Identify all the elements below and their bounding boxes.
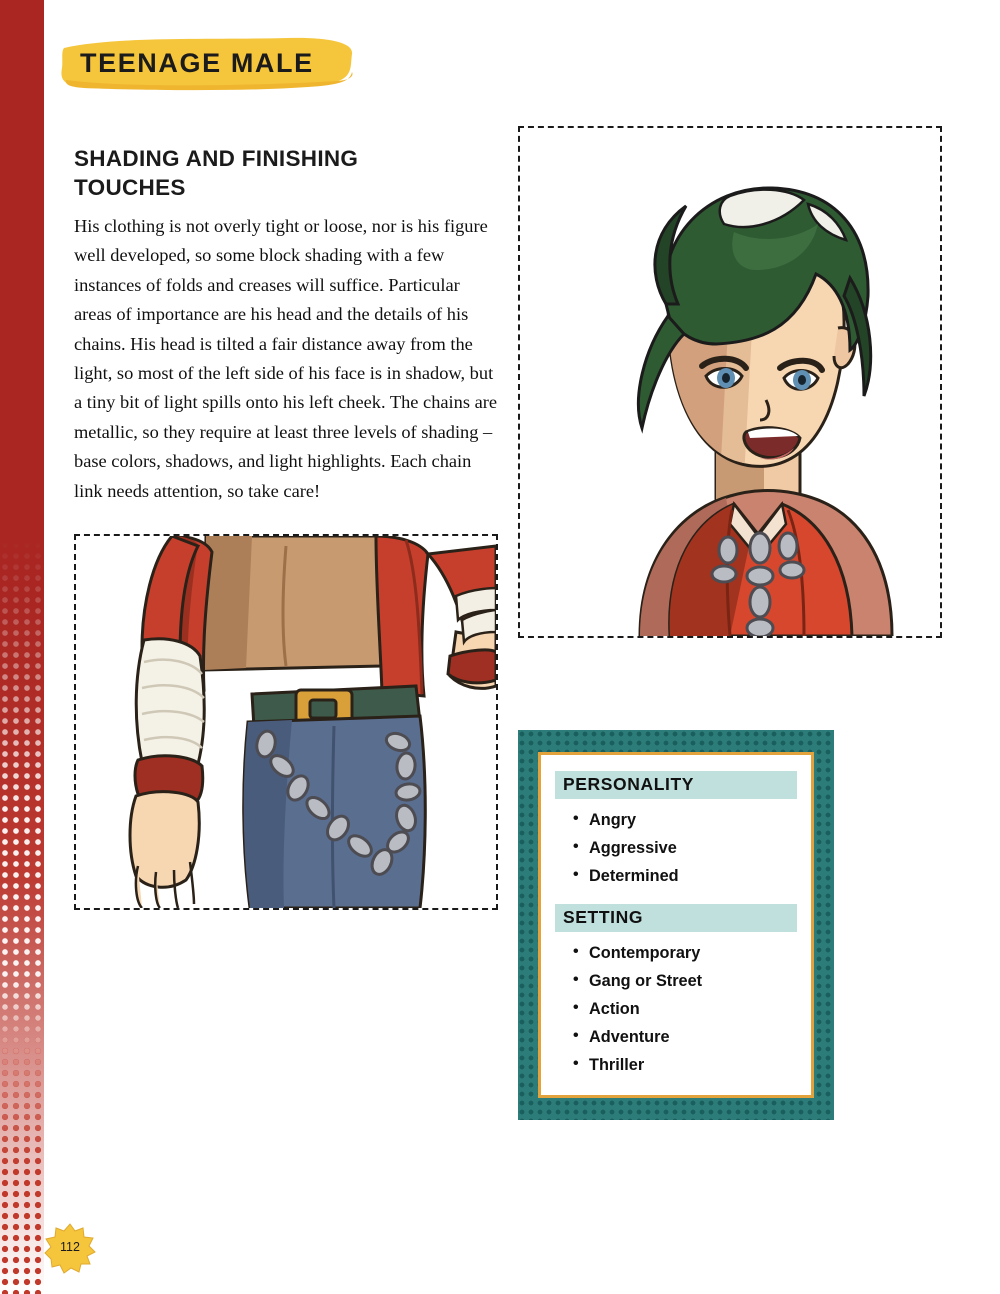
header-banner: [58, 34, 358, 92]
personality-group-title: PERSONALITY: [555, 771, 797, 799]
band-dot-pattern-red: [0, 980, 44, 1294]
body-paragraph: His clothing is not overly tight or loose, nor is his figure well developed, so some block shading with a few instances of folds and creases will suffice. Particular areas of importance are his head and the details of his chains. His head is tilted a fair distance away from the light, so most of the left side of his face is in shadow, but a tiny bit of light spills onto his left cheek. The chains are metallic, so they require at least three levels of shading – base colors, shadows, and light highlights. Each chain link needs attention, so take care!: [74, 216, 498, 501]
teenage-male-torso-illustration: [76, 536, 496, 908]
setting-list: [555, 939, 797, 1079]
list-item: • Angry: [573, 806, 797, 834]
setting-group-title: SETTING: [555, 904, 797, 932]
list-item: • Gang or Street: [573, 967, 797, 995]
list-item: • Aggressive: [573, 834, 797, 862]
torso-illustration-frame: [74, 534, 498, 910]
teenage-male-head-illustration: [520, 128, 940, 636]
personality-list: [555, 806, 797, 890]
list-item: • Adventure: [573, 1023, 797, 1051]
left-decorative-band: [0, 0, 44, 1294]
page-number-badge: [44, 1222, 96, 1274]
page-title: TEENAGE MALE: [80, 48, 314, 78]
page-number: 112: [60, 1240, 80, 1254]
list-item: • Contemporary: [573, 939, 797, 967]
list-item: • Determined: [573, 862, 797, 890]
character-traits-card: [518, 730, 834, 1120]
portrait-illustration-frame: [518, 126, 942, 638]
list-item: • Thriller: [573, 1051, 797, 1079]
section-heading: SHADING AND FINISHING TOUCHES: [74, 146, 359, 200]
list-item: • Action: [573, 995, 797, 1023]
traits-card-inner: [538, 752, 814, 1098]
